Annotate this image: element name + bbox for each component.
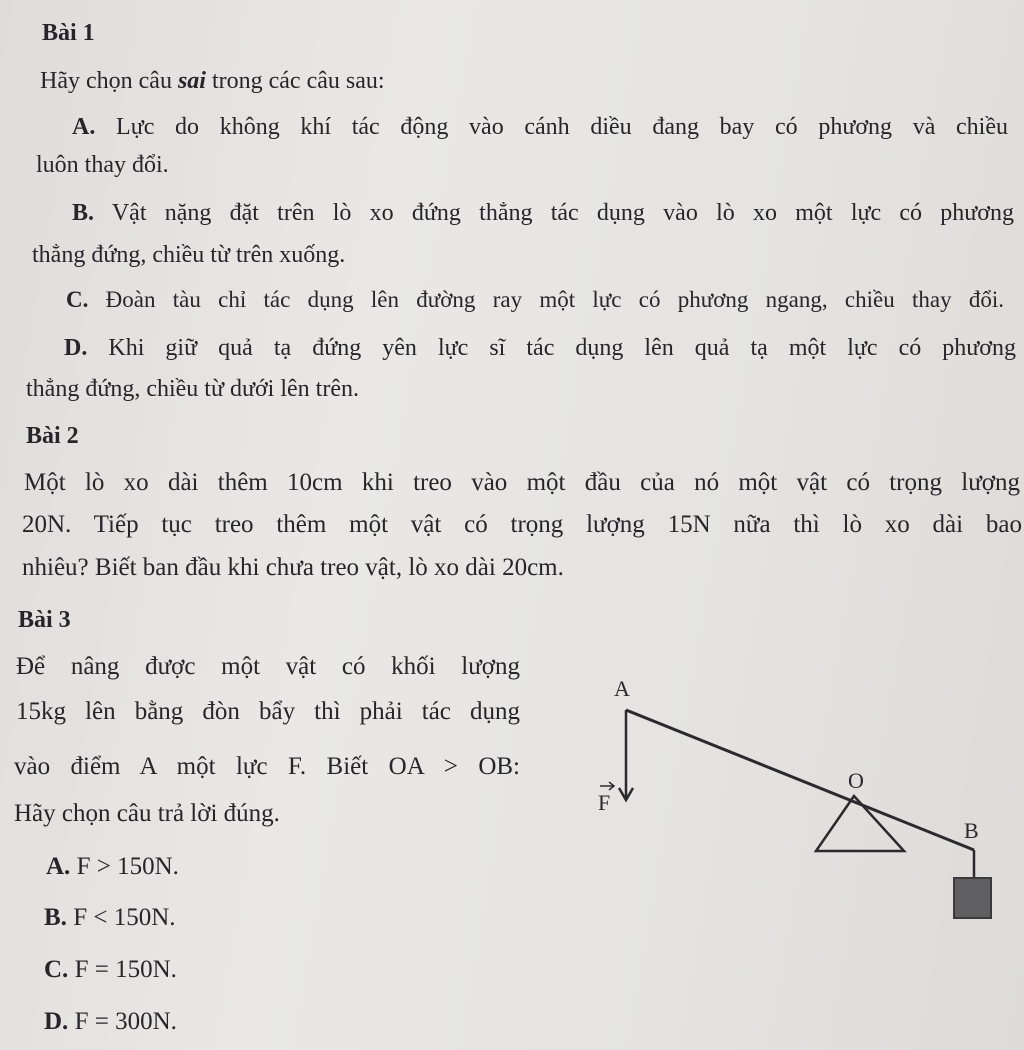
bai1-option-c-line1 [66,285,1004,315]
bai3-option-b-text: F < 150N. [73,904,176,931]
weight-block [954,878,991,918]
label-f: F [598,790,611,815]
bai2-line3: nhiêu? Biết ban đầu khi chưa treo vật, lò xo dài 20cm. [22,554,564,581]
lever-beam [626,710,974,850]
bai1-title: Bài 1 [42,20,95,46]
bai3-line3-text: vào điểm A một lực F. Biết OA > OB: [14,753,520,780]
bai3-line2: 15kg lên bằng đòn bẩy thì phải tác dụng [16,698,520,725]
bai1-option-a-line2: luôn thay đổi. [36,152,169,178]
bai1-prompt-after: trong các câu sau: [205,68,385,94]
bai1-option-d-line1 [64,333,1016,363]
bai3-option-a [46,852,179,882]
bai3-option-c [44,955,177,985]
bai1-option-b-text: Vật nặng đặt trên lò xo đứng thẳng tác dụng vào lò xo một lực có phương [111,200,1014,226]
bai2-line1: Một lò xo dài thêm 10cm khi treo vào một đầu của nó một vật có trọng lượng [24,469,1020,496]
bai3-title: Bài 3 [18,607,71,633]
bai3-option-b [44,903,176,933]
bai3-option-c-label: C. [44,956,69,983]
label-a: A [614,676,630,701]
bai3-line1: Để nâng được một vật có khối lượng [16,653,520,680]
bai1-option-b-line2: thẳng đứng, chiều từ trên xuống. [32,242,346,268]
bai3-option-c-text: F = 150N. [74,956,177,983]
bai3-option-a-text: F > 150N. [76,853,179,880]
bai3-line4: Hãy chọn câu trả lời đúng. [14,800,280,827]
label-o: O [848,768,864,793]
bai3-option-d [44,1007,177,1037]
fulcrum-triangle [816,796,904,851]
bai1-option-a-label: A. [72,114,96,140]
bai1-prompt-italic: sai [177,68,206,94]
bai1-prompt [40,66,385,96]
label-b: B [964,818,979,843]
bai3-option-b-label: B. [44,904,67,931]
bai1-option-d-label: D. [64,335,88,361]
bai3-option-d-text: F = 300N. [74,1008,177,1035]
bai1-option-c-label: C. [66,287,89,312]
lever-diagram [584,660,1024,960]
bai3-line3 [14,752,520,782]
bai3-option-a-label: A. [46,853,71,880]
bai2-title: Bài 2 [26,423,79,449]
bai1-option-c-text: Đoàn tàu chỉ tác dụng lên đường ray một lực có phương ngang, chiều thay đổi. [105,287,1005,312]
bai1-option-a-line1 [72,112,1008,142]
bai1-option-b-line1 [72,198,1014,228]
bai1-option-a-text: Lực do không khí tác động vào cánh diều đang bay có phương và chiều [116,114,1009,140]
bai1-prompt-before: Hãy chọn câu [40,68,178,94]
bai1-option-d-text: Khi giữ quả tạ đứng yên lực sĩ tác dụng lên quả tạ một lực có phương [108,335,1016,361]
bai1-option-b-label: B. [72,200,95,226]
bai1-option-d-line2: thẳng đứng, chiều từ dưới lên trên. [26,376,359,402]
bai3-option-d-label: D. [44,1008,69,1035]
bai2-line2: 20N. Tiếp tục treo thêm một vật có trọng lượng 15N nữa thì lò xo dài bao [22,511,1022,538]
